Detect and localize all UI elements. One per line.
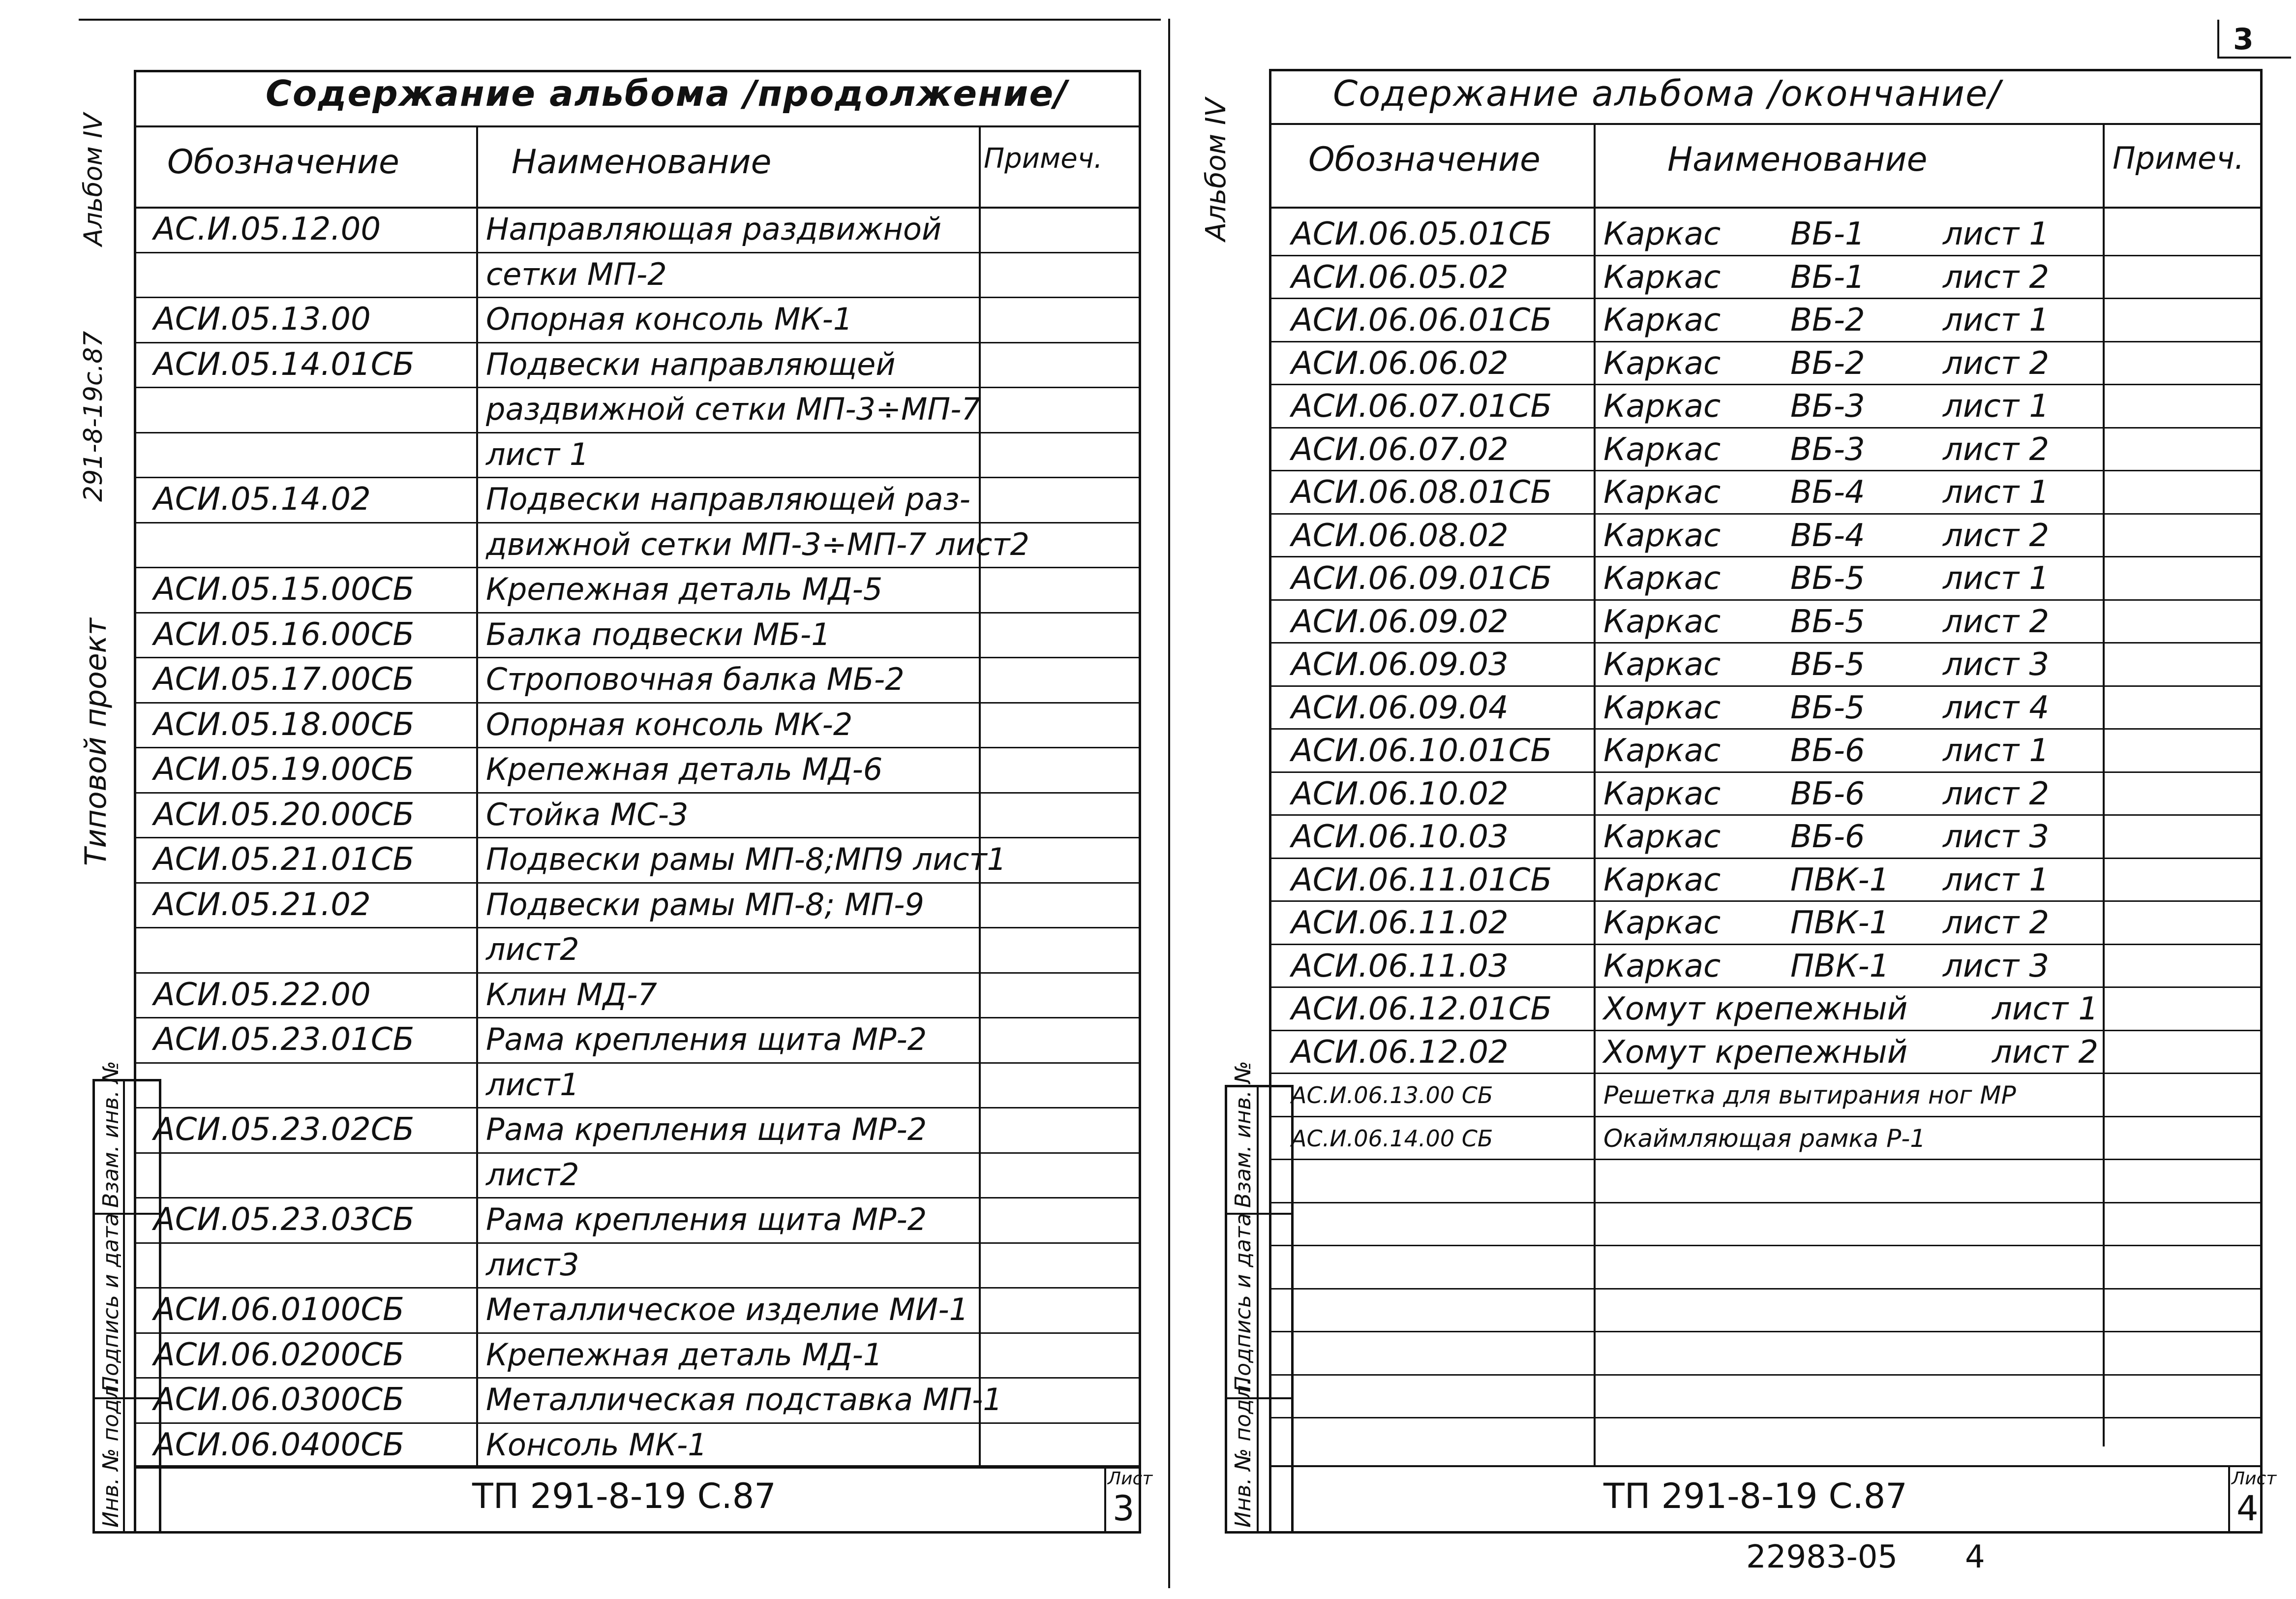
table-row xyxy=(1269,1374,2263,1417)
row-rule xyxy=(134,1152,1141,1154)
row-code: АСИ.06.0400СБ xyxy=(153,1426,404,1463)
right-header-rule xyxy=(1269,207,2263,209)
row-rule xyxy=(134,387,1141,388)
row-rule xyxy=(1269,642,2263,644)
table-row xyxy=(134,387,1141,432)
row-rule xyxy=(1269,858,2263,859)
table-row xyxy=(134,747,1141,792)
page-number: 3 xyxy=(2233,22,2254,57)
row-name: Крепежная деталь МД-6 xyxy=(486,751,883,787)
table-row xyxy=(134,207,1141,252)
row-name: Рама крепления щита МР-2 xyxy=(486,1201,927,1237)
table-row xyxy=(1269,814,2263,858)
row-rule xyxy=(134,477,1141,478)
row-rule xyxy=(1269,900,2263,902)
table-row xyxy=(134,342,1141,387)
table-row xyxy=(134,567,1141,612)
row-mark: ВБ-2 xyxy=(1790,302,1865,338)
right-title: Содержание альбома /окончание/ xyxy=(1333,73,2001,114)
row-rule xyxy=(1269,1374,2263,1376)
table-row xyxy=(1269,1245,2263,1288)
row-rule xyxy=(1269,1331,2263,1332)
table-row xyxy=(1269,642,2263,685)
row-code: АСИ.06.05.02 xyxy=(1291,259,1509,296)
row-code: АС.И.06.13.00 СБ xyxy=(1291,1082,1493,1108)
right-title-rule xyxy=(1269,123,2263,125)
row-rule xyxy=(134,1377,1141,1379)
row-mark: ВБ-3 xyxy=(1790,388,1865,425)
left-stamp-sheet-line xyxy=(1104,1465,1106,1534)
row-code: АСИ.05.17.00СБ xyxy=(153,661,415,698)
row-sheet: лист 1 xyxy=(1943,388,2050,425)
row-sheet: лист 4 xyxy=(1943,689,2050,726)
row-rule xyxy=(1269,599,2263,601)
row-name: Каркас xyxy=(1603,431,1721,468)
table-row xyxy=(1269,1159,2263,1202)
row-name: Каркас xyxy=(1603,216,1721,252)
row-mark: ВБ-4 xyxy=(1790,517,1865,554)
table-row xyxy=(1269,1116,2263,1159)
row-code: АСИ.06.08.02 xyxy=(1291,517,1509,554)
row-sheet: лист 1 xyxy=(1943,560,2050,597)
left-strip-label-2: Подпись и дата xyxy=(98,1213,123,1392)
right-strip-label-2: Подпись и дата xyxy=(1231,1213,1256,1392)
row-code: АСИ.06.10.03 xyxy=(1291,819,1509,855)
right-stamp-rule xyxy=(1269,1465,2263,1467)
row-rule xyxy=(134,612,1141,614)
left-col-note: Примеч. xyxy=(984,143,1103,175)
row-rule xyxy=(1269,771,2263,773)
right-stamp-sheet-line xyxy=(2228,1465,2230,1534)
row-rule xyxy=(134,252,1141,253)
row-code: АСИ.05.16.00СБ xyxy=(153,616,415,653)
table-row xyxy=(1269,556,2263,599)
row-rule xyxy=(134,972,1141,974)
right-stamp-code: ТП 291-8-19 С.87 xyxy=(1603,1476,1907,1516)
row-rule xyxy=(1269,341,2263,342)
row-mark: ПВК-1 xyxy=(1790,861,1890,898)
row-mark: ВБ-2 xyxy=(1790,345,1865,382)
row-rule xyxy=(134,747,1141,748)
left-col-designation: Обозначение xyxy=(167,143,399,182)
row-name: Строповочная балка МБ-2 xyxy=(486,661,905,697)
right-strip-label-3: Инв. № подл. xyxy=(1231,1378,1256,1528)
row-name: Хомут крепежный xyxy=(1603,991,1908,1027)
row-sheet: лист 3 xyxy=(1943,819,2050,855)
row-code: АСИ.05.19.00СБ xyxy=(153,751,415,788)
row-rule xyxy=(134,882,1141,884)
row-rule xyxy=(1269,255,2263,256)
left-sheet-number: 3 xyxy=(1113,1488,1135,1529)
right-sheet-number: 4 xyxy=(2236,1488,2259,1529)
row-rule xyxy=(1269,1030,2263,1031)
row-name: Каркас xyxy=(1603,819,1721,855)
row-rule xyxy=(1269,1073,2263,1074)
row-sheet: лист 2 xyxy=(1943,345,2050,382)
row-name: Подвески направляющей xyxy=(486,346,896,382)
row-name: лист3 xyxy=(486,1246,579,1283)
footer-sheet: 4 xyxy=(1965,1539,1985,1575)
table-row xyxy=(1269,341,2263,384)
table-row xyxy=(1269,255,2263,298)
row-name: Крепежная деталь МД-1 xyxy=(486,1336,883,1373)
table-row xyxy=(134,1422,1141,1468)
row-name: Рама крепления щита МР-2 xyxy=(486,1021,927,1057)
row-sheet: лист 2 xyxy=(1943,259,2050,296)
table-row xyxy=(134,1152,1141,1198)
row-sheet: лист 1 xyxy=(1992,991,2099,1027)
row-rule xyxy=(1269,1202,2263,1203)
row-code: АСИ.06.07.01СБ xyxy=(1291,388,1552,425)
row-rule xyxy=(1269,1159,2263,1160)
row-code: АСИ.06.10.01СБ xyxy=(1291,733,1552,769)
row-mark: ВБ-5 xyxy=(1790,689,1865,726)
row-name: движной сетки МП-3÷МП-7 лист2 xyxy=(486,526,1029,562)
row-code: АСИ.05.23.01СБ xyxy=(153,1021,415,1058)
row-name: Подвески направляющей раз- xyxy=(486,481,970,517)
footer-number: 22983-05 xyxy=(1746,1539,1898,1575)
table-row xyxy=(1269,1202,2263,1245)
row-code: АСИ.06.11.01СБ xyxy=(1291,861,1552,898)
row-name: лист 1 xyxy=(486,436,589,472)
row-code: АСИ.06.11.03 xyxy=(1291,948,1509,984)
table-row xyxy=(1269,728,2263,771)
top-rule-left xyxy=(79,19,1161,21)
row-mark: ВБ-1 xyxy=(1790,216,1865,252)
row-code: АСИ.06.06.02 xyxy=(1291,345,1509,382)
table-row xyxy=(134,1197,1141,1242)
left-col-name: Наименование xyxy=(512,143,772,182)
row-rule xyxy=(134,1062,1141,1064)
row-rule xyxy=(134,522,1141,523)
row-name: лист2 xyxy=(486,931,579,967)
right-side-album: Альбом IV xyxy=(1200,98,1232,241)
table-row xyxy=(134,1017,1141,1062)
row-name: Подвески рамы МП-8;МП9 лист1 xyxy=(486,841,1007,877)
row-name: Хомут крепежный xyxy=(1603,1034,1908,1071)
row-rule xyxy=(134,927,1141,928)
table-row xyxy=(134,882,1141,927)
row-code: АСИ.06.07.02 xyxy=(1291,431,1509,468)
row-code: АСИ.06.0300СБ xyxy=(153,1382,404,1418)
row-rule xyxy=(1269,470,2263,471)
row-code: АСИ.06.10.02 xyxy=(1291,775,1509,812)
row-name: Каркас xyxy=(1603,345,1721,382)
row-sheet: лист 3 xyxy=(1943,948,2050,984)
row-code: АСИ.05.13.00 xyxy=(153,301,371,338)
row-name: Клин МД-7 xyxy=(486,976,657,1013)
table-row xyxy=(1269,427,2263,470)
row-rule xyxy=(134,1107,1141,1108)
right-col-designation: Обозначение xyxy=(1308,140,1541,179)
row-name: Каркас xyxy=(1603,517,1721,554)
center-divider xyxy=(1168,19,1170,1588)
table-row xyxy=(134,1242,1141,1288)
row-mark: ВБ-5 xyxy=(1790,646,1865,683)
table-row xyxy=(134,1107,1141,1152)
row-mark: ВБ-6 xyxy=(1790,733,1865,769)
row-rule xyxy=(1269,556,2263,557)
table-row xyxy=(134,837,1141,882)
right-col-name: Наименование xyxy=(1667,140,1928,179)
row-rule xyxy=(134,1422,1141,1424)
row-mark: ВБ-5 xyxy=(1790,560,1865,597)
row-name: сетки МП-2 xyxy=(486,256,667,292)
row-code: АСИ.05.14.01СБ xyxy=(153,346,415,383)
row-name: Опорная консоль МК-2 xyxy=(486,706,853,742)
row-code: АСИ.06.0200СБ xyxy=(153,1336,404,1373)
row-rule xyxy=(1269,1288,2263,1290)
table-row xyxy=(134,1377,1141,1422)
table-row xyxy=(134,297,1141,342)
row-mark: ВБ-1 xyxy=(1790,259,1865,296)
row-code: АСИ.06.09.04 xyxy=(1291,689,1509,726)
row-rule xyxy=(134,1197,1141,1199)
row-sheet: лист 2 xyxy=(1943,905,2050,941)
row-rule xyxy=(134,1242,1141,1244)
row-code: АСИ.06.09.01СБ xyxy=(1291,560,1552,597)
row-name: Опорная консоль МК-1 xyxy=(486,301,853,337)
row-mark: ПВК-1 xyxy=(1790,948,1890,984)
row-sheet: лист 1 xyxy=(1943,302,2050,338)
row-name: Металлическая подставка МП-1 xyxy=(486,1382,1002,1417)
table-row xyxy=(1269,384,2263,427)
row-name: Каркас xyxy=(1603,689,1721,726)
table-row xyxy=(1269,1030,2263,1073)
row-name: Стойка МС-3 xyxy=(486,796,689,832)
table-row xyxy=(134,1062,1141,1107)
row-mark: ВБ-6 xyxy=(1790,819,1865,855)
row-code: АСИ.06.0100СБ xyxy=(153,1292,404,1328)
row-code: АСИ.05.14.02 xyxy=(153,481,371,518)
right-sheet-label: Лист xyxy=(2232,1469,2277,1489)
row-name: Подвески рамы МП-8; МП-9 xyxy=(486,886,924,922)
row-name: Каркас xyxy=(1603,861,1721,898)
row-name: Металлическое изделие МИ-1 xyxy=(486,1292,969,1327)
row-name: Рама крепления щита МР-2 xyxy=(486,1111,927,1147)
row-sheet: лист 2 xyxy=(1992,1034,2099,1071)
row-rule xyxy=(1269,728,2263,730)
row-name: Каркас xyxy=(1603,259,1721,296)
row-rule xyxy=(1269,986,2263,988)
row-code: АСИ.06.09.02 xyxy=(1291,603,1509,640)
table-row xyxy=(134,927,1141,972)
left-strip-label-1: Взам. инв. № xyxy=(98,1061,123,1208)
table-row xyxy=(1269,212,2263,255)
row-code: АСИ.05.21.02 xyxy=(153,886,371,923)
row-sheet: лист 1 xyxy=(1943,216,2050,252)
row-code: АСИ.05.22.00 xyxy=(153,976,371,1013)
left-title-rule xyxy=(134,125,1141,127)
page-number-rule xyxy=(2217,57,2291,59)
row-code: АСИ.05.18.00СБ xyxy=(153,706,415,743)
row-rule xyxy=(1269,685,2263,687)
row-rule xyxy=(1269,513,2263,515)
row-rule xyxy=(134,432,1141,433)
row-mark: ВБ-4 xyxy=(1790,474,1865,511)
row-rule xyxy=(134,657,1141,658)
row-code: АСИ.06.08.01СБ xyxy=(1291,474,1552,511)
row-code: АСИ.05.20.00СБ xyxy=(153,796,415,833)
row-name: Каркас xyxy=(1603,302,1721,338)
row-sheet: лист 2 xyxy=(1943,775,2050,812)
row-sheet: лист 3 xyxy=(1943,646,2050,683)
row-mark: ВБ-5 xyxy=(1790,603,1865,640)
row-mark: ПВК-1 xyxy=(1790,905,1890,941)
row-name: Каркас xyxy=(1603,948,1721,984)
table-row xyxy=(134,612,1141,657)
row-code: АСИ.05.23.02СБ xyxy=(153,1111,415,1148)
row-sheet: лист 2 xyxy=(1943,431,2050,468)
row-sheet: лист 2 xyxy=(1943,517,2050,554)
row-code: АСИ.05.21.01СБ xyxy=(153,841,415,878)
row-code: АС.И.05.12.00 xyxy=(153,211,381,247)
table-row xyxy=(134,522,1141,567)
row-code: АСИ.06.06.01СБ xyxy=(1291,302,1552,338)
row-rule xyxy=(1269,427,2263,429)
row-rule xyxy=(134,792,1141,794)
row-rule xyxy=(1269,384,2263,385)
row-code: АСИ.06.05.01СБ xyxy=(1291,216,1552,252)
table-row xyxy=(1269,599,2263,643)
row-name: Каркас xyxy=(1603,733,1721,769)
table-row xyxy=(1269,944,2263,987)
row-sheet: лист 1 xyxy=(1943,733,2050,769)
table-row xyxy=(134,657,1141,702)
row-name: Балка подвески МБ-1 xyxy=(486,616,831,652)
row-rule xyxy=(134,297,1141,298)
table-row xyxy=(1269,513,2263,556)
table-row xyxy=(1269,858,2263,901)
row-sheet: лист 1 xyxy=(1943,474,2050,511)
row-name: лист2 xyxy=(486,1156,579,1193)
row-name: Решетка для вытирания ног МР xyxy=(1603,1081,2016,1109)
table-row xyxy=(1269,1331,2263,1374)
row-rule xyxy=(134,1017,1141,1018)
table-row xyxy=(134,792,1141,837)
row-mark: ВБ-3 xyxy=(1790,431,1865,468)
row-name: раздвижной сетки МП-3÷МП-7 xyxy=(486,391,981,427)
right-strip-label-1: Взам. инв. № xyxy=(1231,1061,1256,1208)
table-row xyxy=(134,432,1141,477)
table-row xyxy=(1269,298,2263,341)
row-rule xyxy=(1269,1417,2263,1418)
row-name: Каркас xyxy=(1603,603,1721,640)
row-rule xyxy=(1269,298,2263,299)
row-code: АСИ.06.11.02 xyxy=(1291,905,1509,941)
row-name: Каркас xyxy=(1603,905,1721,941)
table-row xyxy=(1269,900,2263,944)
row-rule xyxy=(134,702,1141,704)
row-sheet: лист 2 xyxy=(1943,603,2050,640)
row-sheet: лист 1 xyxy=(1943,861,2050,898)
table-row xyxy=(1269,771,2263,815)
row-rule xyxy=(134,342,1141,343)
table-row xyxy=(1269,1288,2263,1331)
table-row xyxy=(134,702,1141,747)
row-name: Каркас xyxy=(1603,646,1721,683)
table-row xyxy=(1269,986,2263,1030)
row-rule xyxy=(1269,1116,2263,1117)
left-stamp-code: ТП 291-8-19 С.87 xyxy=(472,1476,776,1516)
left-title: Содержание альбома /продолжение/ xyxy=(266,73,1068,114)
row-mark: ВБ-6 xyxy=(1790,775,1865,812)
row-rule xyxy=(1269,814,2263,816)
row-rule xyxy=(1269,1245,2263,1246)
left-side-project: Типовой проект xyxy=(79,618,113,866)
row-rule xyxy=(134,567,1141,568)
row-code: АСИ.06.12.01СБ xyxy=(1291,991,1552,1027)
row-name: Окаймляющая рамка Р-1 xyxy=(1603,1124,1926,1153)
left-strip-label-3: Инв. № подл. xyxy=(98,1378,123,1528)
row-rule xyxy=(1269,944,2263,945)
left-side-album: Альбом IV xyxy=(79,113,108,246)
left-stamp-rule xyxy=(134,1465,1141,1467)
left-side-code: 291-8-19с.87 xyxy=(79,331,108,502)
table-row xyxy=(1269,685,2263,729)
row-rule xyxy=(134,1467,1141,1469)
table-row xyxy=(134,252,1141,297)
row-name: Консоль МК-1 xyxy=(486,1426,707,1463)
row-code: АС.И.06.14.00 СБ xyxy=(1291,1125,1493,1152)
table-row xyxy=(1269,1417,2263,1460)
left-sheet-label: Лист xyxy=(1108,1469,1153,1489)
table-row xyxy=(1269,1073,2263,1116)
table-row xyxy=(1269,470,2263,513)
row-name: Каркас xyxy=(1603,474,1721,511)
row-rule xyxy=(134,837,1141,838)
row-name: Крепежная деталь МД-5 xyxy=(486,571,883,607)
row-name: лист1 xyxy=(486,1066,579,1103)
row-code: АСИ.06.09.03 xyxy=(1291,646,1509,683)
table-row xyxy=(134,477,1141,522)
row-code: АСИ.05.15.00СБ xyxy=(153,571,415,608)
table-row xyxy=(134,972,1141,1017)
table-row xyxy=(134,1332,1141,1378)
row-name: Каркас xyxy=(1603,775,1721,812)
row-name: Каркас xyxy=(1603,388,1721,425)
row-name: Направляющая раздвижной xyxy=(486,211,942,247)
row-rule xyxy=(134,1287,1141,1289)
row-code: АСИ.06.12.02 xyxy=(1291,1034,1509,1071)
right-col-note: Примеч. xyxy=(2113,140,2244,176)
row-code: АСИ.05.23.03СБ xyxy=(153,1201,415,1238)
table-row xyxy=(134,1287,1141,1332)
row-name: Каркас xyxy=(1603,560,1721,597)
right-strip-inner xyxy=(1257,1085,1259,1534)
row-rule xyxy=(134,1332,1141,1334)
page-number-rule-v xyxy=(2217,20,2219,58)
